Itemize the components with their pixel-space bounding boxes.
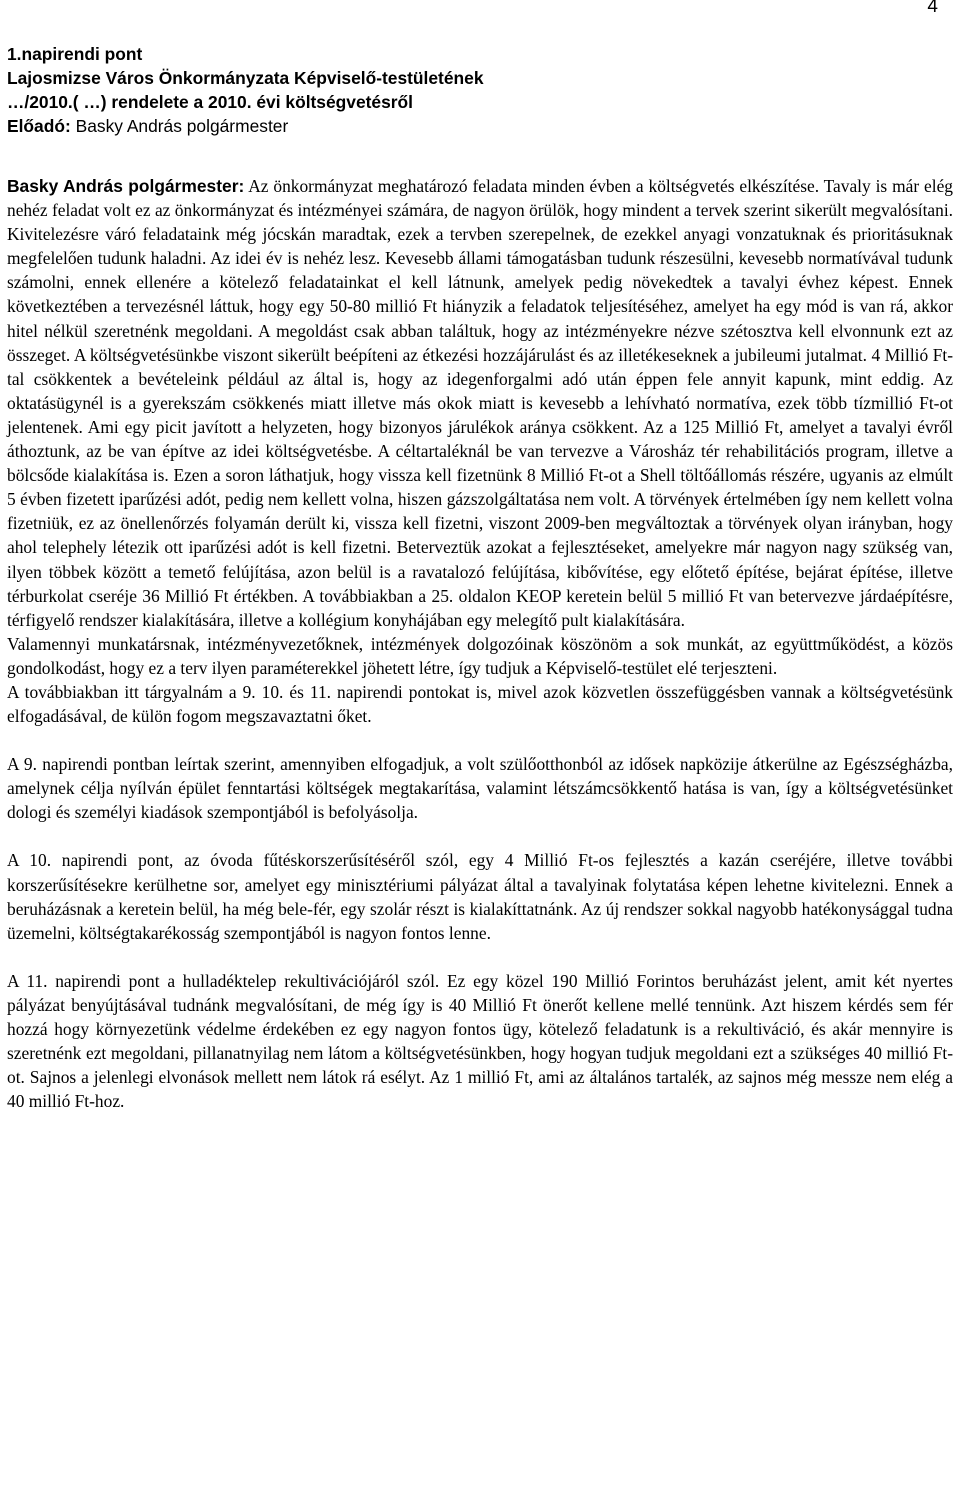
paragraph-1 [7,174,953,632]
paragraph-2: Valamennyi munkatársnak, intézményvezetőknek, intézmények dolgozóinak köszönöm a sok munkát, az együttműködést, a közös gondolkodást, hogy ez a terv ilyen paraméterekkel jöhetett létre, így tudjuk a Képviselő-testület elé terjeszteni. [7,633,953,678]
speaker-name: Basky András polgármester: [7,176,245,196]
presenter-line [7,114,953,138]
page-number: 4 [927,0,938,17]
paragraph-3: A továbbiakban itt tárgyalnám a 9. 10. és 11. napirendi pontokat is, mivel azok közvetlen összefüggésben vannak a költségvetésünk elfogadásával, de külön fogom megszavaztatni őket. [7,681,953,727]
agenda-item-number: 1.napirendi pont [7,44,143,64]
presenter-name: Basky András polgármester [70,116,289,136]
paragraph-1-text: Az önkormányzat meghatározó feladata minden évben a költségvetés elkészítése. Tavaly is már elég nehéz feladat volt ez az önkormányzat és intézményei számára, de nagyon örülök, hogy mindent a tervek szerint sikerült megvalósítani. Kivitelezésre váró feladataink még jócskán maradtak, ezek a tervben szerepelnek, de ezekkel anyagi vonzatuknak és prioritásuknak megfelelően tudunk haladni. Az idei év is nehéz lesz. Kevesebb állami támogatásban tudunk részesülni, kevesebb normatívával tudunk számolni, ennek ellenére a kötelező feladatainkat el kell látnunk, amelyek pedig növekedtek a tavalyi évhez képest. Ennek következtében a tervezésnél láttuk, hogy egy 50-80 millió Ft hiányzik a feladatok teljesítéséhez, amelyet ha egy mód is van rá, akkor hitel nélkül szeretnénk megoldani. A megoldást csak abban találtuk, hogy az intézményekre nézve szétosztva kell elvonnunk ezt az összeget. A költségvetésünkbe viszont sikerült beépíteni az étkezési hozzájárulást és az illetékeseknek a jubileumi jutalmat. 4 Millió Ft-tal csökkentek a bevételeink például az által is, hogy az idegenforgalmi adó után éppen fele annyit kapunk, mint eddig. Az oktatásügynél is a gyerekszám csökkenés miatt illetve más okok miatt is kevesebb a lehívható normatíva, ezek több tízmillió Ft-ot jelentenek. Ami egy picit javított a helyzeten, hogy bizonyos járulékok aránya csökkent. Az a 125 Millió Ft, amelyet a tavalyi évről áthoztunk, az be van építve az idei költségvetésbe. A céltartaléknál be van tervezve a Városház tér rehabilitációs program, illetve a bölcsőde kialakítása is. Ezen a soron láthatjuk, hogy vissza kell fizetnünk 8 Millió Ft-ot a Shell töltőállomás részére, ugyanis az elmúlt 5 évben fizetett iparűzési adót, pedig nem kellett volna, hiszen gázszolgáltatása nem volt. A törvények értelmében így nem kellett volna fizetniük, ez az önellenőrzés folyamán derült ki, vissza kell fizetni, viszont 2009-ben megváltoztak a törvények olyan irányban, hogy ahol telephely létezik ott iparűzési adót is kell fizetni. Beterveztük azokat a fejlesztéseket, amelyekre már nagyon nagy szükség van, ilyen többek között a temető felújítása, azon belül is a ravatalozó felújítása, kibővítése, egy előtető építése, bejárat építése, illetve térburkolat cseréje 36 Millió Ft értékben. A továbbiakban a 25. oldalon KEOP keretein belül 5 millió Ft van betervezve járdaépítésre, térfigyelő rendszer kialakítására, illetve a kollégium konyhájában egy melegítő pult kialakítására. [7,176,953,630]
presenter-label: Előadó: [7,116,71,136]
paragraph-5: A 10. napirendi pont, az óvoda fűtéskorszerűsítéséről szól, egy 4 Millió Ft-os fejlesztés a kazán cseréjére, illetve további korszerűsítésekre kerülhetne sor, amelyet egy minisztériumi pályázat által a tavalyinak folytatása képen lehetne kivitelezni. Ennek a beruházásnak a keretein belül, ha még bele-fér, egy szolár részt is kialakíttatnánk. Az új rendszer sokkal nagyobb hatékonysággal tudna üzemelni, költségtakarékosság szempontjából is nagyon fontos lenne. [7,850,953,943]
agenda-title: Lajosmizse Város Önkormányzata Képviselő-testületének [7,68,484,88]
paragraph-6: A 11. napirendi pont a hulladéktelep rekultivációjáról szól. Ez egy közel 190 Millió Forintos beruházást jelent, amit két nyertes pályázat benyújtásával tudnánk megvalósítani, de még így is 40 Millió Ft önerőt kellene mellé tennünk. Azt hiszem kérdés sem fér hozzá hogy környezetünk védelme érdekében ez egy nagyon fontos ügy, kötelező feladatunk is a rekultiváció, és akár mennyire is szeretnénk ezt megoldani, pillanatnyilag nem látom a költségvetésünkben, hogy hogyan tudjuk megoldani ezt a szükséges 40 millió Ft-ot. Sajnos a jelenlegi elvonások mellett nem látok rá esélyt. Az 1 millió Ft, ami az általános tartalék, az sajnos még messze nem elég a 40 millió Ft-hoz. [7,970,953,1112]
paragraph-4: A 9. napirendi pontban leírtak szerint, amennyiben elfogadjuk, a volt szülőotthonból az idősek napközije átkerülne az Egészségházba, amelynek célja nyílván épület fenntartási költségek megtakarítása, valamint létszámcsökkentő hatása is van, így a költségvetésünket dologi és személyi kiadások szempontjából is befolyásolja. [7,754,953,823]
agenda-header [7,42,953,138]
regulation-title: …/2010.( …) rendelete a 2010. évi költségvetésről [7,92,413,112]
document-body [7,174,953,1113]
